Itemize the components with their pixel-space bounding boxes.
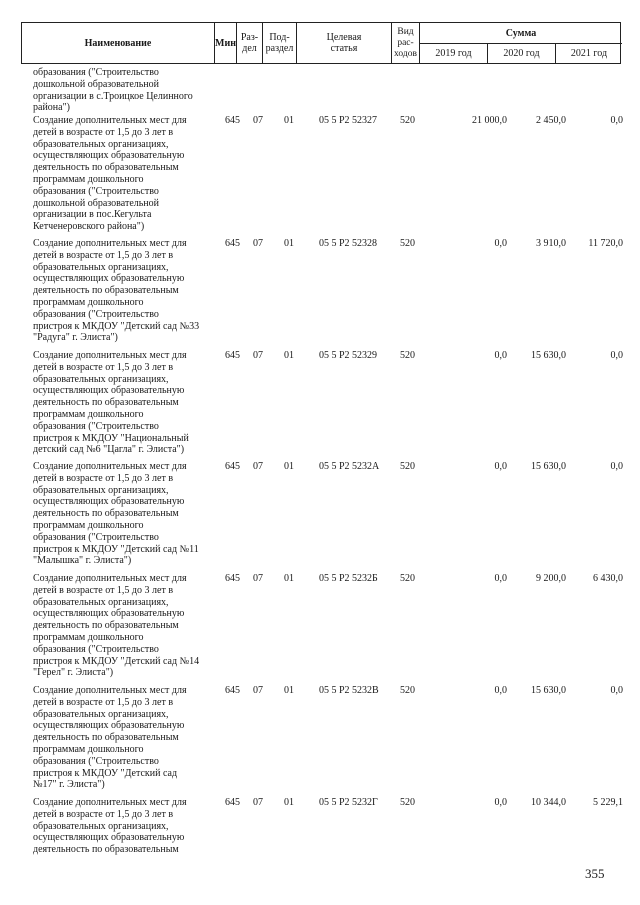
row-2019: 0,0 bbox=[494, 573, 507, 584]
row-2019: 0,0 bbox=[494, 461, 507, 472]
row-min: 645 bbox=[225, 238, 240, 249]
row-2020: 3 910,0 bbox=[536, 238, 566, 249]
header-tselevaya: Целевая статья bbox=[297, 23, 392, 63]
row-2020: 9 200,0 bbox=[536, 573, 566, 584]
row-2021: 0,0 bbox=[610, 685, 623, 696]
row-2019: 0,0 bbox=[494, 797, 507, 808]
row-tselevaya: 05 5 P2 5232Г bbox=[319, 797, 378, 808]
row-tselevaya: 05 5 P2 5232Б bbox=[319, 573, 378, 584]
row-vid: 520 bbox=[400, 350, 415, 361]
continued-name: образования ("Строительство дошкольной образовательной организации в с.Троицкое Целинного района") bbox=[33, 67, 193, 114]
header-vid: Вид рас- ходов bbox=[392, 23, 420, 63]
row-podrazdel: 01 bbox=[284, 350, 294, 361]
row-razdel: 07 bbox=[253, 461, 263, 472]
header-summa: Сумма bbox=[505, 27, 537, 39]
row-podrazdel: 01 bbox=[284, 685, 294, 696]
row-razdel: 07 bbox=[253, 115, 263, 126]
row-razdel: 07 bbox=[253, 238, 263, 249]
row-vid: 520 bbox=[400, 797, 415, 808]
row-2020: 10 344,0 bbox=[531, 797, 566, 808]
header-podrazdel: Под- раздел bbox=[263, 23, 297, 63]
row-podrazdel: 01 bbox=[284, 573, 294, 584]
row-2021: 6 430,0 bbox=[593, 573, 623, 584]
header-razdel: Раз- дел bbox=[237, 23, 263, 63]
row-2020: 15 630,0 bbox=[531, 461, 566, 472]
row-vid: 520 bbox=[400, 115, 415, 126]
row-vid: 520 bbox=[400, 573, 415, 584]
row-2020: 15 630,0 bbox=[531, 685, 566, 696]
row-razdel: 07 bbox=[253, 685, 263, 696]
row-name: Создание дополнительных мест для детей в возрасте от 1,5 до 3 лет в образовательных организациях, осуществляющих образовательную деятельность по образовательным программам дошкольного образования ("Строительство пристроя к МКДОУ "Детский сад №33 "Радуга" г. Элиста") bbox=[33, 238, 200, 344]
row-2021: 0,0 bbox=[610, 350, 623, 361]
row-2021: 0,0 bbox=[610, 461, 623, 472]
row-podrazdel: 01 bbox=[284, 238, 294, 249]
row-podrazdel: 01 bbox=[284, 797, 294, 808]
row-name: Создание дополнительных мест для детей в возрасте от 1,5 до 3 лет в образовательных организациях, осуществляющих образовательную деятельность по образовательным программам дошкольного образования ("Строительство дошкольной образовательной организации в пос.Кегульта Кетченеровского района") bbox=[33, 115, 187, 233]
row-2019: 0,0 bbox=[494, 238, 507, 249]
header-year-2021: 2021 год bbox=[570, 48, 608, 59]
page-number: 355 bbox=[585, 866, 605, 881]
row-tselevaya: 05 5 P2 5232В bbox=[319, 685, 379, 696]
row-razdel: 07 bbox=[253, 573, 263, 584]
row-name: Создание дополнительных мест для детей в возрасте от 1,5 до 3 лет в образовательных организациях, осуществляющих образовательную деятельность по образовательным программам дошкольного образования ("Строительство пристроя к МКДОУ "Детский сад №11 "Малышка" г. Элиста") bbox=[33, 461, 199, 567]
row-min: 645 bbox=[225, 797, 240, 808]
row-min: 645 bbox=[225, 115, 240, 126]
row-min: 645 bbox=[225, 461, 240, 472]
row-tselevaya: 05 5 P2 52328 bbox=[319, 238, 378, 249]
row-podrazdel: 01 bbox=[284, 461, 294, 472]
row-2021: 0,0 bbox=[610, 115, 623, 126]
row-min: 645 bbox=[225, 573, 240, 584]
row-2020: 2 450,0 bbox=[536, 115, 566, 126]
header-min: Мин bbox=[215, 23, 237, 63]
row-2019: 0,0 bbox=[494, 685, 507, 696]
row-2021: 11 720,0 bbox=[588, 238, 623, 249]
row-razdel: 07 bbox=[253, 350, 263, 361]
row-vid: 520 bbox=[400, 685, 415, 696]
row-vid: 520 bbox=[400, 238, 415, 249]
row-podrazdel: 01 bbox=[284, 115, 294, 126]
row-tselevaya: 05 5 P2 52329 bbox=[319, 350, 378, 361]
row-2020: 15 630,0 bbox=[531, 350, 566, 361]
row-2019: 0,0 bbox=[494, 350, 507, 361]
header-name: Наименование bbox=[22, 23, 215, 63]
row-name: Создание дополнительных мест для детей в возрасте от 1,5 до 3 лет в образовательных организациях, осуществляющих образовательную деятельность по образовательным программам дошкольного образования ("Строительство пристроя к МКДОУ "Детский сад №17" г. Элиста") bbox=[33, 685, 187, 791]
row-min: 645 bbox=[225, 350, 240, 361]
row-tselevaya: 05 5 P2 5232A bbox=[319, 461, 380, 472]
row-vid: 520 bbox=[400, 461, 415, 472]
row-razdel: 07 bbox=[253, 797, 263, 808]
table-header bbox=[21, 22, 621, 64]
header-year-2019: 2019 год bbox=[420, 44, 488, 63]
row-name: Создание дополнительных мест для детей в возрасте от 1,5 до 3 лет в образовательных организациях, осуществляющих образовательную деятельность по образовательным программам дошкольного образования ("Строительство пристроя к МКДОУ "Детский сад №14 "Герел" г. Элиста") bbox=[33, 573, 200, 679]
header-year-2020: 2020 год bbox=[488, 44, 556, 63]
row-name: Создание дополнительных мест для детей в возрасте от 1,5 до 3 лет в образовательных организациях, осуществляющих образовательную деятельность по образовательным bbox=[33, 797, 187, 856]
row-2021: 5 229,1 bbox=[593, 797, 623, 808]
row-min: 645 bbox=[225, 685, 240, 696]
row-2019: 21 000,0 bbox=[472, 115, 507, 126]
row-tselevaya: 05 5 P2 52327 bbox=[319, 115, 378, 126]
row-name: Создание дополнительных мест для детей в возрасте от 1,5 до 3 лет в образовательных организациях, осуществляющих образовательную деятельность по образовательным программам дошкольного образования ("Строительство пристроя к МКДОУ "Национальный детский сад №6 "Цагла" г. Элиста") bbox=[33, 350, 189, 456]
